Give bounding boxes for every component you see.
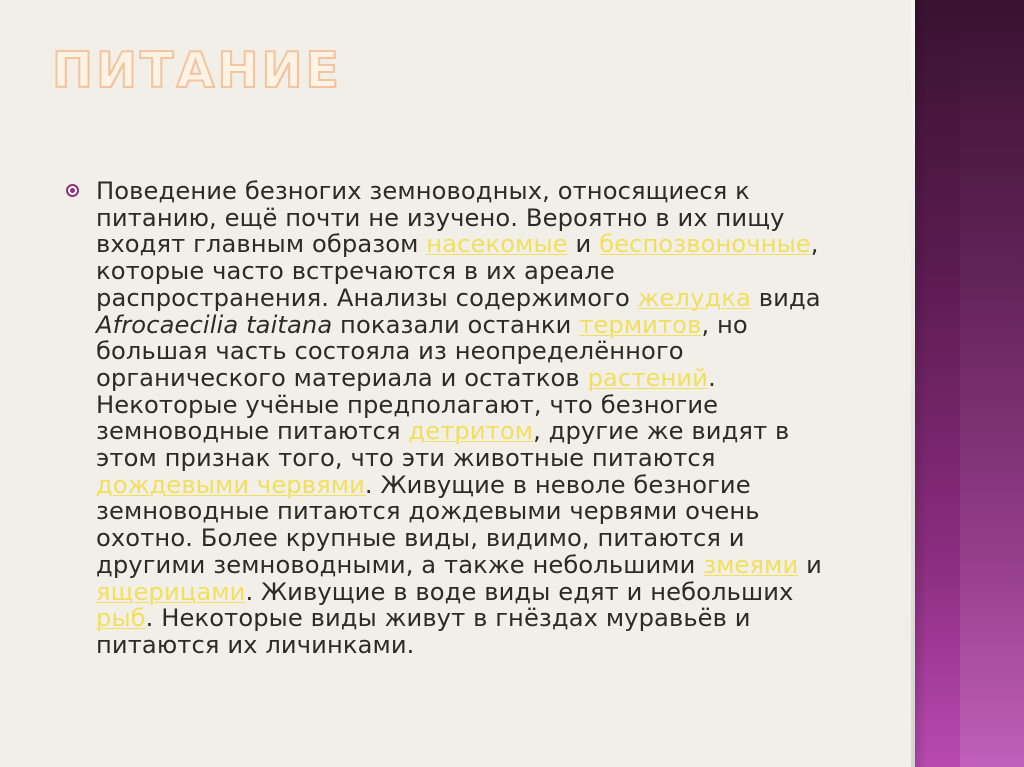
paragraph-text: и xyxy=(798,550,822,579)
bullet-row xyxy=(66,178,840,659)
paragraph-text: , но большая часть состояла из неопределённого органического материала и остатков xyxy=(96,310,748,392)
link-termitov[interactable]: термитов xyxy=(579,310,702,339)
paragraph-text: , другие же видят в этом признак того, что эти животные питаются xyxy=(96,417,790,473)
paragraph-text: показали останки xyxy=(332,310,580,339)
paragraph-text: вида xyxy=(750,283,821,312)
link-nasekomye[interactable]: насекомые xyxy=(426,230,568,259)
paragraph-text: . Живущие в неволе безногие земноводные питаются дождевыми червями очень охотно. Более крупные виды, видимо, питаются и другими земноводными, а также небольшими xyxy=(96,470,760,579)
content-area xyxy=(66,178,840,659)
body-paragraph xyxy=(96,178,840,659)
link-dozhdevymi-chervyami[interactable]: дождевыми червями xyxy=(96,470,365,499)
link-detritom[interactable]: детритом xyxy=(408,417,534,446)
link-zmeyami[interactable]: змеями xyxy=(703,550,799,579)
species-name: Afrocaecilia taitana xyxy=(96,310,333,339)
link-zheludka[interactable]: желудка xyxy=(637,283,751,312)
slide-title: ПИТАНИЕ xyxy=(52,42,342,99)
paragraph-text: . Живущие в воде виды едят и небольших xyxy=(245,577,794,606)
link-ryb[interactable]: рыб xyxy=(96,604,146,633)
link-bespozvonochnye[interactable]: беспозвоночные xyxy=(599,230,811,259)
link-rasteniy[interactable]: растений xyxy=(587,363,709,392)
paragraph-text: и xyxy=(567,230,600,259)
link-yashchericami[interactable]: ящерицами xyxy=(96,577,246,606)
paragraph-text: . Некоторые учёные предполагают, что безногие земноводные питаются xyxy=(96,363,719,446)
paragraph-text: . Некоторые виды живут в гнёздах муравьёв и питаются их личинками. xyxy=(96,604,751,659)
paragraph-text: Поведение безногих земноводных, относящиеся к питанию, ещё почти не изучено. Вероятно в их пищу входят главным образом xyxy=(96,177,785,259)
paragraph-text: , которые часто встречаются в их ареале распространения. Анализы содержимого xyxy=(96,230,819,312)
circle-bullet-icon xyxy=(66,184,79,197)
side-band-highlight xyxy=(960,0,1024,767)
